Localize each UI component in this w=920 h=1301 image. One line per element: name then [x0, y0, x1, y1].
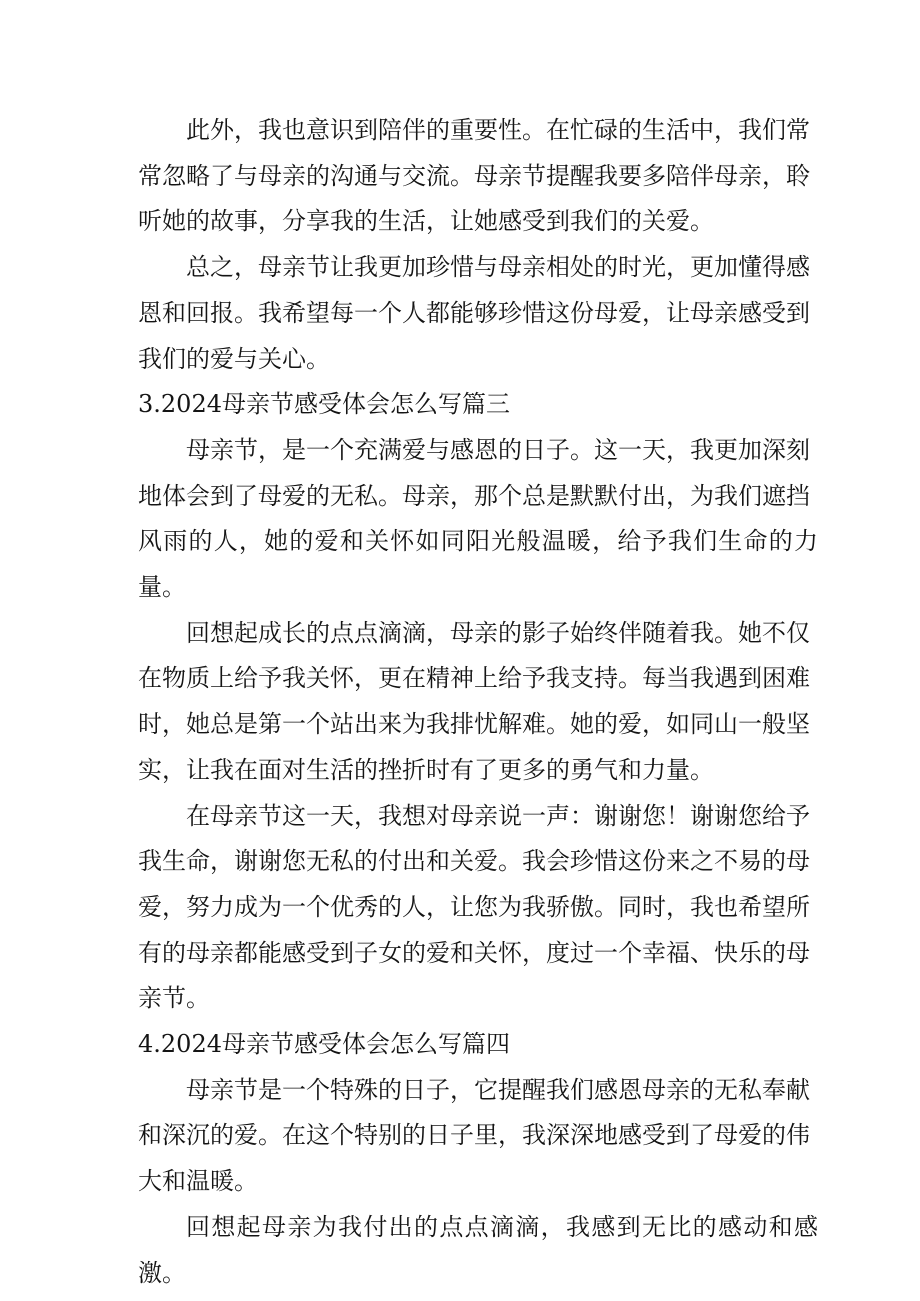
paragraph: 回想起成长的点点滴滴，母亲的影子始终伴随着我。她不仅 在物质上给予我关怀，更在精神上给予我支持。每当我遇到困难 时，她总是第一个站出来为我排忧解难。她的爱，如同山一般坚 实，让我在面对生活的挫折时有了更多的勇气和力量。 [138, 618, 810, 784]
section-heading: 4.2024母亲节感受体会怎么写篇四 [138, 1030, 510, 1059]
paragraph: 母亲节，是一个充满爱与感恩的日子。这一天，我更加深刻 地体会到了母爱的无私。母亲，那个总是默默付出，为我们遮挡 风雨的人，她的爱和关怀如同阳光般温暖，给予我们生命的力量。 [138, 435, 818, 602]
paragraph: 此外，我也意识到陪伴的重要性。在忙碌的生活中，我们常 常忽略了与母亲的沟通与交流。母亲节提醒我要多陪伴母亲，聆 听她的故事，分享我的生活，让她感受到我们的关爱。 [138, 116, 810, 236]
paragraph: 母亲节是一个特殊的日子，它提醒我们感恩母亲的无私奉献 和深沉的爱。在这个特别的日子里，我深深地感受到了母爱的伟 大和温暖。 [138, 1075, 810, 1196]
section-heading: 3.2024母亲节感受体会怎么写篇三 [138, 390, 510, 419]
document-body [138, 108, 818, 1296]
paragraph: 在母亲节这一天，我想对母亲说一声：谢谢您！谢谢您给予 我生命，谢谢您无私的付出和关爱。我会珍惜这份来之不易的母 爱，努力成为一个优秀的人，让您为我骄傲。同时，我也希望所 有的母亲都能感受到子女的爱和关怀，度过一个幸福、快乐的母 亲节。 [138, 801, 810, 1013]
paragraph: 回想起母亲为我付出的点点滴滴，我感到无比的感动和感激。 [138, 1212, 818, 1287]
paragraph: 总之，母亲节让我更加珍惜与母亲相处的时光，更加懂得感 恩和回报。我希望每一个人都能够珍惜这份母爱，让母亲感受到 我们的爱与关心。 [138, 253, 810, 373]
